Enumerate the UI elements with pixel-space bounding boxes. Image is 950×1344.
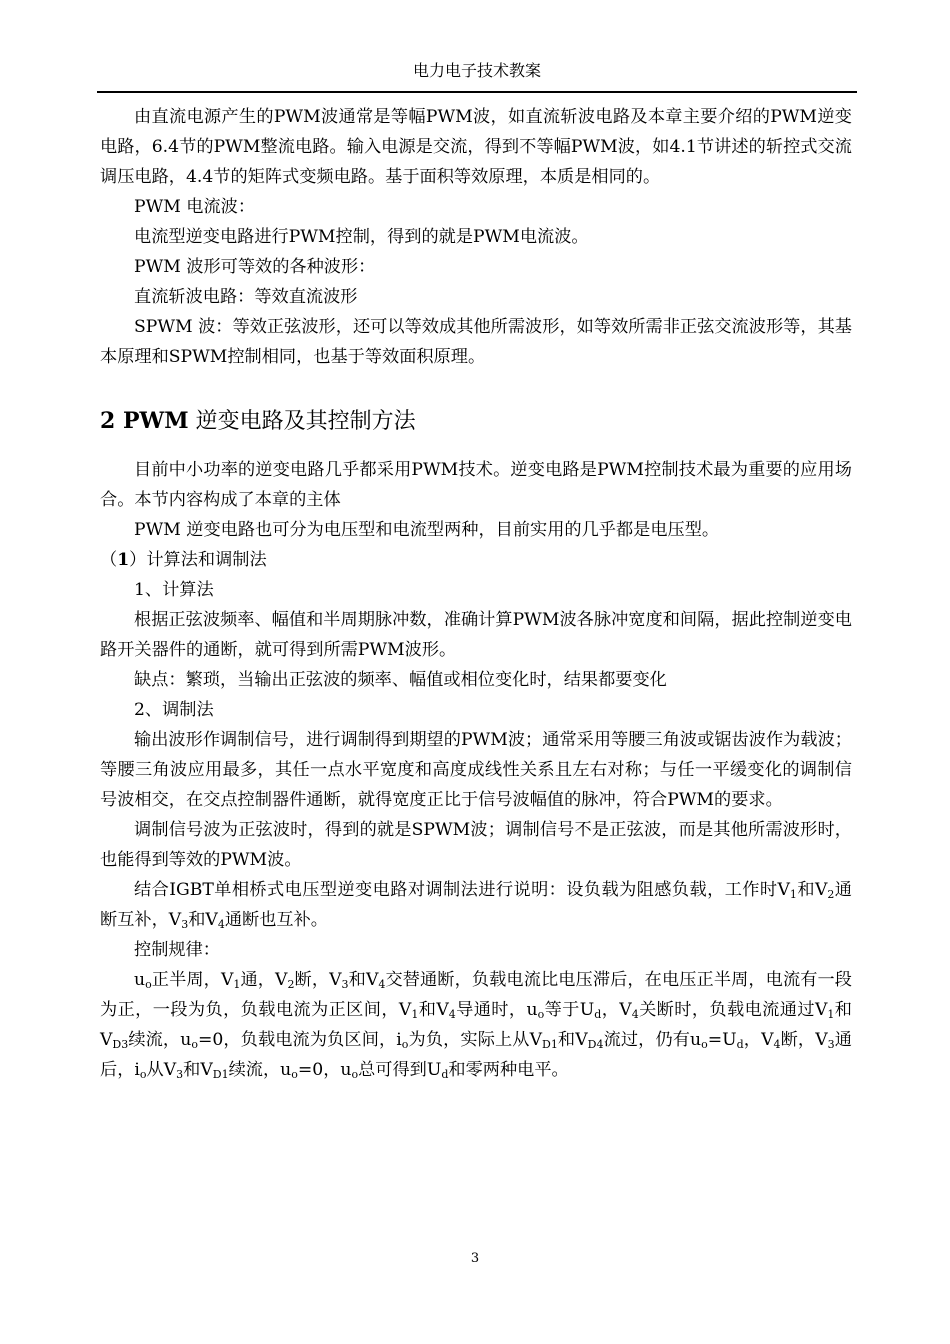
paragraph: 由直流电源产生的PWM波通常是等幅PWM波，如直流斩波电路及本章主要介绍的PWM逆变电路，6.4节的PWM整流电路。输入电源是交流，得到不等幅PWM波，如4.1节讲述的斩控式交流调压电路，4.4节的矩阵式变频电路。基于面积等效原理，本质是相同的。	[100, 107, 852, 187]
page-header: 电力电子技术教案	[412, 61, 541, 80]
header-rule	[97, 91, 857, 93]
paragraph: 直流斩波电路：等效直流波形	[134, 287, 358, 307]
page-number: 3	[470, 1251, 480, 1266]
paragraph: 目前中小功率的逆变电路几乎都采用PWM技术。逆变电路是PWM控制技术最为重要的应用场合。本节内容构成了本章的主体	[100, 460, 852, 510]
section-title: 逆变电路及其控制方法	[188, 409, 416, 434]
paragraph: PWM 逆变电路也可分为电压型和电流型两种，目前实用的几乎都是电压型。	[134, 520, 720, 540]
paragraph: 1、计算法	[134, 580, 214, 600]
paragraph: 控制规律：	[134, 940, 220, 960]
paragraph: 调制信号波为正弦波时，得到的就是SPWM波；调制信号不是正弦波，而是其他所需波形时，也能得到等效的PWM波。	[100, 820, 852, 870]
section-number: 2 PWM	[100, 408, 189, 434]
paragraph: 2、调制法	[134, 700, 214, 720]
paragraph: 输出波形作调制信号，进行调制得到期望的PWM波；通常采用等腰三角波或锯齿波作为载波；等腰三角波应用最多，其任一点水平宽度和高度成线性关系且左右对称；与任一平缓变化的调制信号波相交，在交点控制器件通断，就得宽度正比于信号波幅值的脉冲，符合PWM的要求。	[100, 730, 852, 810]
paragraph: PWM 波形可等效的各种波形：	[134, 257, 376, 277]
paragraph-control-rule: $u_o$正半周，$V_1$通，$V_2$断，$V_3$和$V_4$交替通断，负载电流比电压滞后，在电压正半周，电流有一段为正，一段为负，负载电流为正区间，$V_1$和$V_4$导通时，$u_o$等于$U_d$，$V_4$关断时，负载电流通过$V_1$和$V_{D3}$续流，$u_o=0$，负载电流为负区间，$i_o$为负，实际上从$V_{D1}$和$V_{D4}$流过，仍有$u_o=U_d$，$V_4$断，$V_3$通后，$i_o$从$V_3$和$V_{D1}$续流，$u_o=0$，$u_o$总可得到$U_d$和零两种电平。	[100, 970, 852, 1081]
paragraph: 电流型逆变电路进行PWM控制，得到的就是PWM电流波。	[134, 227, 589, 247]
subsection-heading: （1）计算法和调制法	[100, 550, 267, 570]
paragraph: 缺点：繁琐，当输出正弦波的频率、幅值或相位变化时，结果都要变化	[134, 670, 667, 690]
paragraph: 根据正弦波频率、幅值和半周期脉冲数，准确计算PWM波各脉冲宽度和间隔，据此控制逆变电路开关器件的通断，就可得到所需PWM波形。	[100, 610, 852, 660]
paragraph-igbt: 结合IGBT单相桥式电压型逆变电路对调制法进行说明：设负载为阻感负载，工作时$V_1$和$V_2$通断互补，$V_3$和$V_4$通断也互补。	[100, 880, 852, 931]
paragraph: SPWM 波：等效正弦波形，还可以等效成其他所需波形，如等效所需非正弦交流波形等，其基本原理和SPWM控制相同，也基于等效面积原理。	[100, 317, 852, 367]
paragraph: PWM 电流波：	[134, 197, 256, 217]
document-body	[100, 102, 852, 1085]
section-heading	[100, 406, 852, 437]
